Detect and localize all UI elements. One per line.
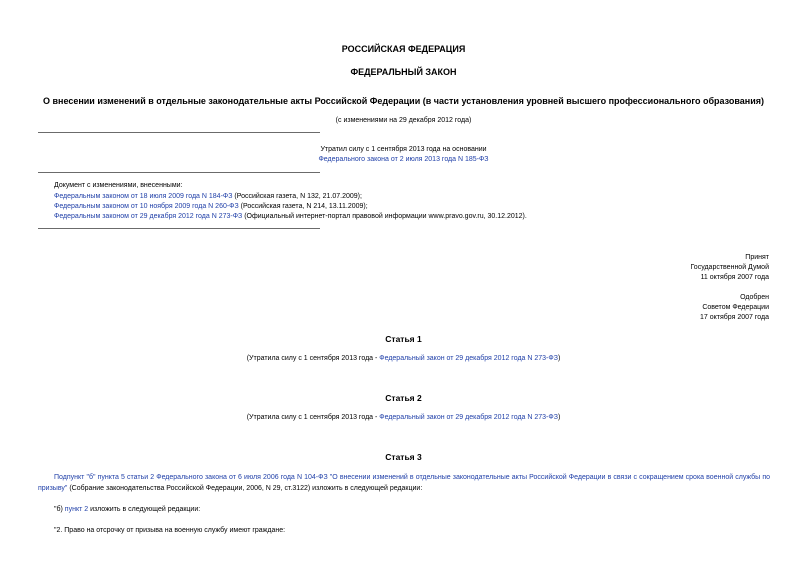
article-status (0, 413, 807, 423)
status-text: Утратил силу с 1 сентября 2013 года на основании (320, 146, 487, 153)
changes-intro: Документ с изменениями, внесенными: (54, 182, 183, 189)
article-status-prefix: (Утратила силу с 1 сентября 2013 года - (246, 355, 380, 362)
accepted-label: Принят (745, 254, 769, 261)
document-title: О внесении изменений в отдельные законодательные акты Российской Федерации (в части установления уровней высшего профессионального образования) (42, 96, 765, 106)
adoption-accepted (690, 253, 769, 283)
approved-by: Советом Федерации (702, 304, 769, 311)
doc-type-heading: ФЕДЕРАЛЬНЫЙ ЗАКОН (350, 67, 457, 77)
change-note: (Официальный интернет-портал правовой информации www.pravo.gov.ru, 30.12.2012). (242, 213, 527, 220)
quote-prefix: "б) (54, 506, 65, 513)
change-law-link[interactable]: Федеральным законом от 10 ноября 2009 года N 260-ФЗ (54, 203, 239, 210)
change-law-link[interactable]: Федеральным законом от 29 декабря 2012 года N 273-ФЗ (54, 213, 243, 220)
change-item (54, 192, 362, 202)
quoted-text-2: "2. Право на отсрочку от призыва на военную службу имеют граждане: (54, 527, 286, 534)
point-link[interactable]: пункт 2 (64, 506, 89, 513)
repeal-law-link[interactable]: Федерального закона от 2 июля 2013 года N 185-ФЗ (318, 156, 489, 163)
change-law-link[interactable]: Федеральным законом от 18 июля 2009 года N 184-ФЗ (54, 193, 233, 200)
divider (38, 228, 320, 229)
quote-suffix: изложить в следующей редакции: (88, 506, 201, 513)
article3-paragraph (38, 472, 770, 494)
article3-paragraph-rest: (Собрание законодательства Российской Федерации, 2006, N 29, ст.3122) изложить в следующей редакции: (67, 485, 423, 492)
approved-label: Одобрен (740, 294, 769, 301)
article-heading: Статья 3 (385, 452, 422, 462)
article-heading: Статья 1 (385, 334, 422, 344)
quoted-text-1 (54, 505, 200, 515)
divider (38, 132, 320, 133)
accepted-date: 11 октября 2007 года (700, 274, 769, 281)
approved-date: 17 октября 2007 года (700, 314, 769, 321)
article-law-link[interactable]: Федеральный закон от 29 декабря 2012 года N 273-ФЗ (379, 355, 558, 362)
accepted-by: Государственной Думой (690, 264, 769, 271)
change-item (54, 202, 368, 212)
amended-law-link[interactable]: Подпункт "б" пункта 5 статьи 2 Федерального закона от 6 июля 2006 года N 104-ФЗ "О внесении изменений в отдельные законодательные акты Российской Федерации в связи с сокращением срока военной службы по призыву" (38, 474, 770, 492)
article-status-suffix: ) (557, 355, 561, 362)
article-status-suffix: ) (557, 414, 561, 421)
article-status-prefix: (Утратила силу с 1 сентября 2013 года - (246, 414, 380, 421)
change-note: (Российская газета, N 214, 13.11.2009); (238, 203, 368, 210)
adoption-approved (700, 293, 769, 323)
article-law-link[interactable]: Федеральный закон от 29 декабря 2012 года N 273-ФЗ (379, 414, 558, 421)
revision-note: (с изменениями на 29 декабря 2012 года) (335, 117, 472, 124)
change-item (54, 212, 527, 222)
country-heading: РОССИЙСКАЯ ФЕДЕРАЦИЯ (341, 44, 466, 54)
article-heading: Статья 2 (385, 393, 422, 403)
article-status (0, 354, 807, 364)
divider (38, 172, 320, 173)
change-note: (Российская газета, N 132, 21.07.2009); (232, 193, 362, 200)
